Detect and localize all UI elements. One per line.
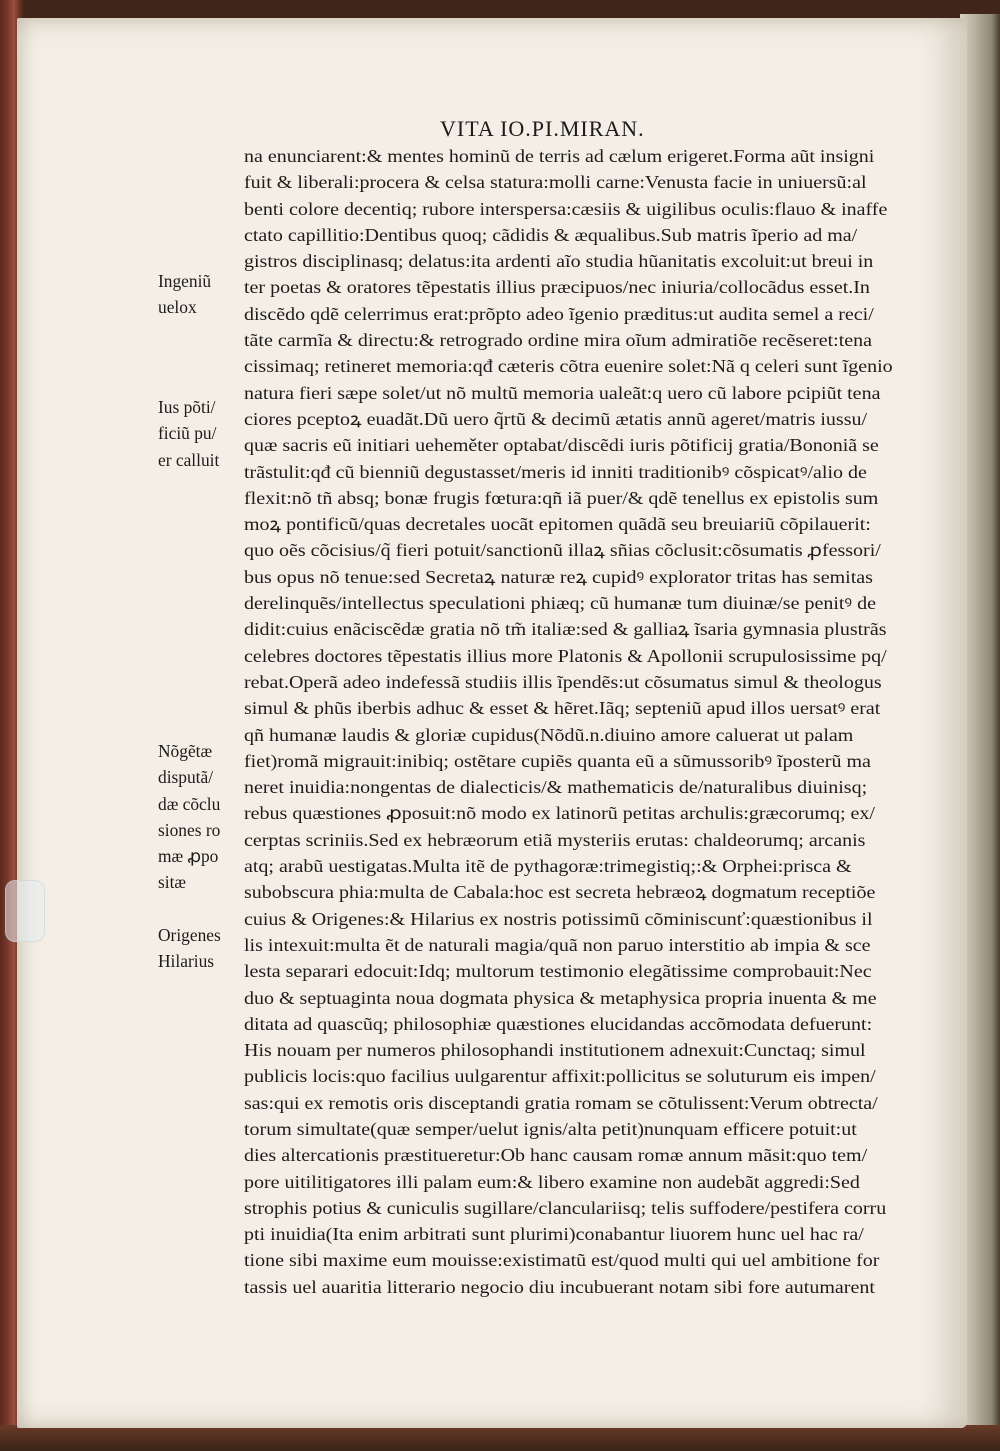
margin-note-ius-pontificium [158, 394, 244, 473]
text-line: ter poetas & oratores tẽpestatis illius præcipuos/nec iniuria/collocãdus esset.In [244, 277, 870, 298]
text-line: simul & phũs iberbis adhuc & esset & hẽret.Iãq; septeniũ apud illos uersatꝰ erat [244, 698, 881, 719]
text-line: na enunciarent:& mentes hominũ de terris ad cælum erigeret.Forma aũt insigni [244, 146, 875, 166]
text-line: derelinquẽs/intellectus speculationi phiæq; cũ humanæ tum diuinæ/se penitꝰ de [244, 593, 876, 614]
margin-note-nongentae [158, 738, 244, 896]
text-line: lesta separari edocuit:Idq; multorum testimonio elegãtissime comprobauit:Nec [244, 961, 872, 982]
margin-note-line: ficiũ pu/ [158, 423, 217, 444]
text-line: quo oẽs cõcisius/q̃ fieri potuit/sanctionũ illaꝝ sñias cõclusit:cõsumatis ꝓfessori/ [244, 540, 881, 561]
text-line: ciores pceptoꝝ euadãt.Dũ uero q̃rtũ & decimũ ætatis annũ ageret/matris iussu/ [244, 408, 868, 429]
margin-note-line: Hilarius [158, 951, 215, 972]
text-line: pti inuidia(Ita enim arbitrati sunt plurimi)conabantur liuorem hunc uel hac ra/ [244, 1224, 864, 1245]
text-line: subobscura phia:multa de Cabala:hoc est secreta hebræoꝝ dogmatum receptiõe [244, 882, 876, 903]
text-line: tassis uel auaritia litterario negocio diu incubuerant notam sibi fore autumarent [244, 1276, 875, 1297]
text-line: strophis potius & cuniculis sugillare/clanculariisq; telis suffodere/pestifera corru [244, 1197, 887, 1218]
main-text-block [244, 143, 916, 1300]
page-clip [5, 880, 45, 942]
text-line: didit:cuius enãciscẽdæ gratia nõ tm̃ italiæ:sed & galliaꝝ ĩsaria gymnasia plustrãs [244, 619, 887, 640]
margin-note-origenes [158, 922, 244, 975]
margin-note-line: siones ro [158, 819, 221, 840]
running-head: VITA IO.PI.MIRAN. [440, 116, 645, 141]
margin-note-line: mæ ꝓpo [158, 846, 219, 867]
text-line: ditata ad quascũq; philosophiæ quæstiones elucidandas accõmodata defuerunt: [244, 1013, 873, 1034]
text-line: dies altercationis præstitueretur:Ob hanc causam romæ annum mãsit:quo tem/ [244, 1145, 868, 1166]
text-line: tãte carmĩa & directu:& retrogrado ordine mira oĩum admiratiõe recẽseret:tena [244, 330, 873, 351]
text-line: natura fieri sæpe solet/ut nõ multũ memoria ualeãt:q uero cũ labore pcipiũt tena [244, 382, 881, 403]
text-line: neret inuidia:nongentas de dialecticis/& mathematicis de/naturalibus diuinisq; [244, 777, 868, 798]
text-line: atq; arabũ uestigatas.Multa itẽ de pythagoræ:trimegistiq;:& Orphei:prisca & [244, 856, 852, 877]
margin-note-line: er calluit [158, 449, 220, 470]
text-line: cuius & Origenes:& Hilarius ex nostris potissimũ cõminiscunť:quæstionibus il [244, 908, 873, 929]
text-line: qñ humanæ laudis & gloriæ cupidus(Nõdũ.n.diuino amore caluerat ut palam [244, 724, 854, 745]
margin-note-line: Origenes [158, 925, 221, 945]
text-line: tione sibi maxime eum mouisse:existimatũ est/quod multi qui uel ambitione for [244, 1250, 880, 1271]
text-line: torum simultate(quæ semper/uelut ignis/alta petit)nunquam efficere potuit:ut [244, 1118, 857, 1139]
text-line: His nouam per numeros philosophandi institutionem adnexuit:Cunctaq; simul [244, 1040, 866, 1061]
text-line: bus opus nõ tenue:sed Secretaꝝ naturæ reꝝ cupidꝰ explorator tritas has semitas [244, 566, 873, 587]
text-line: moꝝ pontificũ/quas decretales uocãt epitomen quãdã seu breuiariũ cõpilauerit: [244, 514, 871, 535]
text-line: fuit & liberali:procera & celsa statura:molli carne:Venusta facie in uniuersũ:al [244, 172, 867, 193]
binding-bottom [0, 1425, 1000, 1451]
text-line: cerptas scriniis.Sed ex hebræorum etiã mysteriis erutas: chaldeorumq; arcanis [244, 829, 866, 850]
text-line: gistros disciplinasq; delatus:ita ardenti aĩo studia hũanitatis excoluit:ut breui in [244, 251, 874, 272]
text-line: ctato capillitio:Dentibus quoq; cãdidis & æqualibus.Sub matris ĩperio ad ma/ [244, 224, 858, 245]
margin-note-line: disputã/ [158, 767, 214, 788]
margin-note-line: uelox [158, 297, 197, 318]
text-line: rebus quæstiones ꝓposuit:nõ modo ex latinorũ petitas archulis:græcorumq; ex/ [244, 803, 875, 824]
margin-note-line: Nõgẽtæ [158, 741, 213, 761]
text-line: quæ sacris eũ initiari ueheměter optabat/discẽdi iuris põtificij gratia/Bononiã se [244, 435, 879, 456]
text-line: flexit:nõ tñ absq; bonæ frugis fœtura:qñ iã puer/& qdẽ tenellus ex epistolis sum [244, 487, 879, 508]
text-line: rebat.Operã adeo indefessã studiis illis ĩpendẽs:ut cõsumatus simul & theologus [244, 671, 882, 692]
text-line: fiet)romã migrauit:inibiq; ostẽtare cupiẽs quanta eũ a sũmussoribꝰ ĩposterũ ma [244, 750, 871, 771]
text-line: trãstulit:qđ cũ bienniũ degustasset/meris id inniti traditionibꝰ cõspicatꝰ/alio de [244, 461, 867, 482]
text-line: duo & septuaginta noua dogmata physica & metaphysica propria inuenta & me [244, 987, 877, 1008]
text-line: celebres doctores tẽpestatis illius more Platonis & Apollonii scrupulosissime pq/ [244, 645, 887, 666]
text-line: benti colore decentiq; rubore interspersa:cæsiis & uigilibus oculis:flauo & inaffe [244, 198, 888, 219]
margin-note-line: sitæ [158, 872, 187, 893]
text-line: lis intexuit:multa ẽt de naturali magia/quã non paruo interstitio ab impia & sce [244, 934, 871, 955]
text-line: cissimaq; retineret memoria:qđ cæteris cõtra euenire solet:Nã q celeri sunt ĩgenio [244, 356, 893, 377]
text-line: publicis locis:quo facilius uulgarentur affixit:pollicitus se soluturum eis impen/ [244, 1066, 876, 1087]
margin-note-line: Ius põti/ [158, 397, 216, 417]
margin-note-line: dæ cõclu [158, 793, 221, 814]
text-line: sas:qui ex remotis oris disceptandi gratia romam se cõtulissent:Verum obtrecta/ [244, 1092, 878, 1113]
margin-note-line: Ingeniũ [158, 271, 212, 291]
text-line: pore uitilitigatores illi palam eum:& libero examine non audebãt aggredi:Sed [244, 1171, 860, 1192]
margin-note-ingenium [158, 268, 244, 321]
text-line: discẽdo qdẽ celerrimus erat:prõpto adeo ĩgenio præditus:ut audita semel a reci/ [244, 303, 874, 324]
